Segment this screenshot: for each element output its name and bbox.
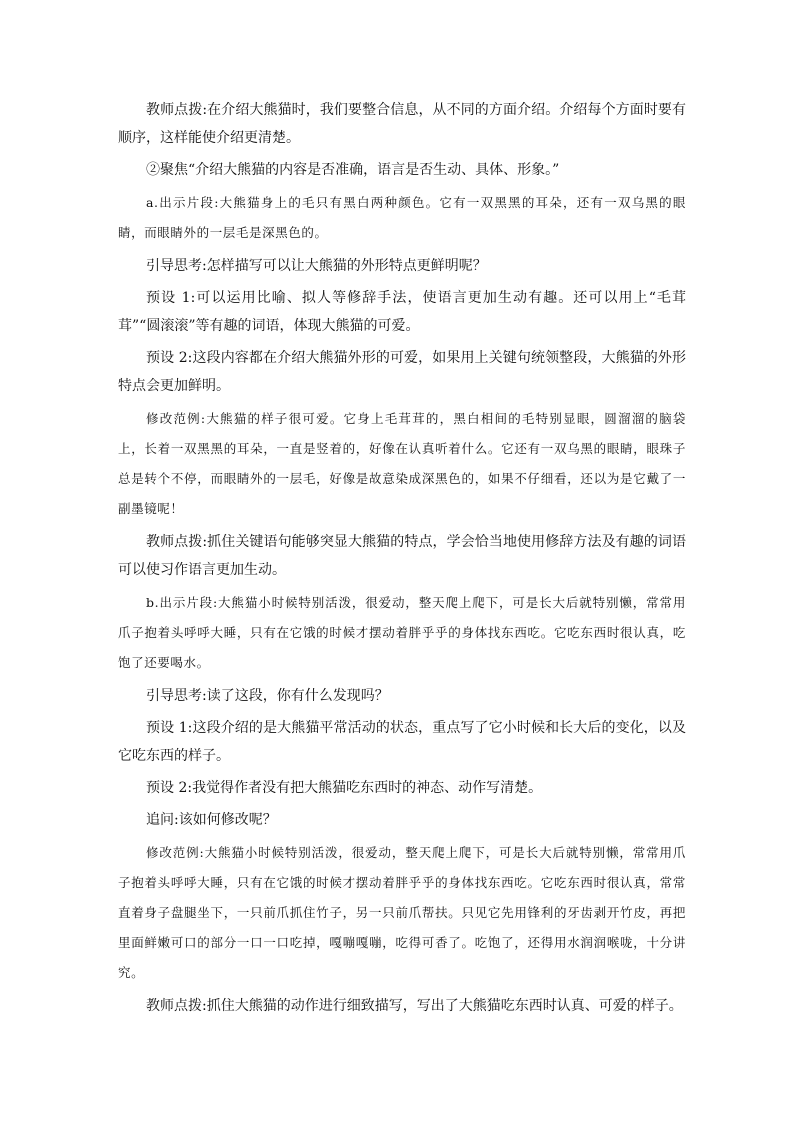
paragraph-label: 教师点拨: <box>146 998 207 1014</box>
paragraph-follow-up-question <box>118 806 686 834</box>
paragraph-label: 追问: <box>146 812 179 828</box>
paragraph-text: 该如何修改呢？ <box>178 812 277 828</box>
paragraph-text: 大熊猫小时候特别活泼，很爱动，整天爬上爬下，可是长大后就特别懒，常常用爪子抱着头呼呼大睡，只有在它饿的时候才摆动着胖乎乎的身体找东西吃。它吃东西时很认真，常常直着身子盘腿坐下，一只前爪抓住竹子，另一只前爪帮扶。只见它先用锋利的牙齿剥开竹皮，再把里面鲜嫩可口的部分一口一口吃掉，嘎嘣嘎嘣，吃得可香了。吃饱了，还得用水润润喉咙，十分讲究。 <box>118 845 686 980</box>
paragraph-text: 读了这段，你有什么发现吗？ <box>206 688 389 704</box>
paragraph-text: 大熊猫小时候特别活泼，很爱动，整天爬上爬下，可是长大后就特别懒，常常用爪子抱着头呼呼大睡，只有在它饿的时候才摆动着胖乎乎的身体找东西吃。它吃东西时很认真，吃饱了还要喝水。 <box>118 595 686 670</box>
paragraph-text: 大熊猫的样子很可爱。它身上毛茸茸的，黑白相间的毛特别显眼，圆溜溜的脑袋上，长着一双黑黑的耳朵，一直是竖着的，好像在认真听着什么。它还有一双乌黑的眼睛，眼珠子总是转个不停，而眼睛外的一层毛，好像是故意染成深黑色的，如果不仔细看，还以为是它戴了一副墨镜呢！ <box>118 411 686 516</box>
paragraph-preset-2b <box>118 774 686 802</box>
paragraph-text: 我觉得作者没有把大熊猫吃东西时的神态、动作写清楚。 <box>192 780 543 796</box>
paragraph-label: 教师点拨: <box>146 102 208 118</box>
paragraph-text: 抓住关键语句能够突显大熊猫的特点，学会恰当地使用修辞方法及有趣的词语可以使习作语言更加生动。 <box>118 534 686 578</box>
paragraph-text: 在介绍大熊猫时，我们要整合信息，从不同的方面介绍。介绍每个方面时要有顺序，这样能使介绍更清楚。 <box>118 102 686 146</box>
paragraph-label: 预设 1: <box>146 290 196 306</box>
paragraph-label: b.出示片段: <box>146 595 218 610</box>
paragraph-label: 引导思考: <box>146 688 207 704</box>
paragraph-label: a.出示片段: <box>146 195 220 210</box>
paragraph-guided-thinking-1 <box>118 252 686 280</box>
paragraph-label: 预设 1: <box>146 720 193 736</box>
paragraph-text: 大熊猫身上的毛只有黑白两种颜色。它有一双黑黑的耳朵，还有一双乌黑的眼睛，而眼睛外的一层毛是深黑色的。 <box>118 195 686 240</box>
paragraph-text: ②聚焦“介绍大熊猫的内容是否准确，语言是否生动、具体、形象。” <box>146 162 560 178</box>
paragraph-revision-example-1 <box>118 404 686 524</box>
paragraph-teacher-guidance-1 <box>118 96 686 152</box>
paragraph-teacher-guidance-3 <box>118 992 686 1020</box>
paragraph-focus-2 <box>118 156 686 184</box>
paragraph-label: 修改范例: <box>146 845 205 860</box>
paragraph-preset-1b <box>118 714 686 770</box>
paragraph-excerpt-a <box>118 188 686 248</box>
paragraph-label: 修改范例: <box>146 411 206 426</box>
paragraph-text: 这段介绍的是大熊猫平常活动的状态，重点写了它小时候和长大后的变化，以及它吃东西的样子。 <box>118 720 687 764</box>
paragraph-label: 预设 2: <box>146 780 193 796</box>
paragraph-text: 抓住大熊猫的动作进行细致描写，写出了大熊猫吃东西时认真、可爱的样子。 <box>206 998 683 1014</box>
paragraph-label: 教师点拨: <box>146 534 208 550</box>
paragraph-preset-2a <box>118 344 686 400</box>
paragraph-guided-thinking-2 <box>118 682 686 710</box>
document-body <box>118 96 686 1024</box>
paragraph-text: 这段内容都在介绍大熊猫外形的可爱，如果用上关键句统领整段，大熊猫的外形特点会更加鲜明。 <box>118 350 687 394</box>
paragraph-teacher-guidance-2 <box>118 528 686 584</box>
paragraph-excerpt-b <box>118 588 686 678</box>
paragraph-label: 预设 2: <box>146 350 193 366</box>
paragraph-text: 可以运用比喻、拟人等修辞手法，使语言更加生动有趣。还可以用上“毛茸茸”“圆滚滚”等有趣的词语，体现大熊猫的可爱。 <box>118 290 687 334</box>
paragraph-label: 引导思考: <box>146 258 207 274</box>
paragraph-text: 怎样描写可以让大熊猫的外形特点更鲜明呢？ <box>206 258 487 274</box>
paragraph-preset-1a <box>118 284 686 340</box>
paragraph-revision-example-2 <box>118 838 686 988</box>
